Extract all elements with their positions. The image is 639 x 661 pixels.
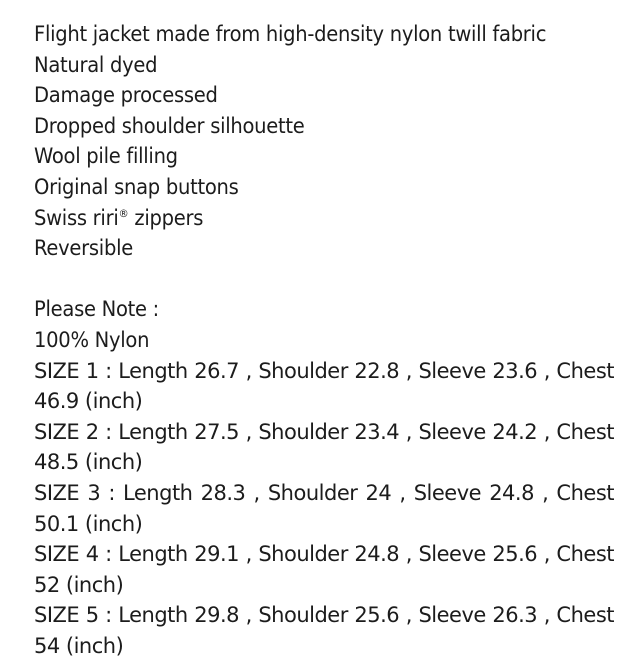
spacer — [34, 264, 614, 295]
size-entry: SIZE 4 : Length 29.1 , Shoulder 24.8 , Sleeve 25.6 , Chest 52 (inch) — [34, 542, 614, 597]
product-description — [34, 19, 614, 661]
feature-line: Original snap buttons — [34, 174, 239, 199]
reversible-line: Reversible — [34, 236, 133, 261]
feature-line: Wool pile filling — [34, 144, 178, 169]
feature-line: Natural dyed — [34, 52, 158, 77]
size-entry: SIZE 5 : Length 29.8 , Shoulder 25.6 , Sleeve 26.3 , Chest 54 (inch) — [34, 603, 614, 658]
size-entry: SIZE 1 : Length 26.7 , Shoulder 22.8 , Sleeve 23.6 , Chest 46.9 (inch) — [34, 358, 614, 414]
zipper-text: zippers — [128, 205, 204, 230]
feature-line: Flight jacket made from high-density nylon twill fabric — [34, 22, 547, 46]
zipper-feature-line — [34, 203, 573, 234]
feature-line: Damage processed — [34, 83, 218, 108]
feature-line: Dropped shoulder silhouette — [34, 113, 305, 138]
size-entry: SIZE 3 : Length 28.3 , Shoulder 24 , Sleeve 24.8 , Chest 50.1 (inch) — [34, 480, 614, 536]
note-heading: Please Note : — [34, 297, 159, 322]
zipper-brand: Swiss riri — [34, 205, 119, 230]
size-entry: SIZE 2 : Length 27.5 , Shoulder 23.4 , Sleeve 24.2 , Chest 48.5 (inch) — [34, 419, 614, 475]
registered-mark: ® — [118, 206, 129, 220]
material-line: 100% Nylon — [34, 327, 150, 352]
